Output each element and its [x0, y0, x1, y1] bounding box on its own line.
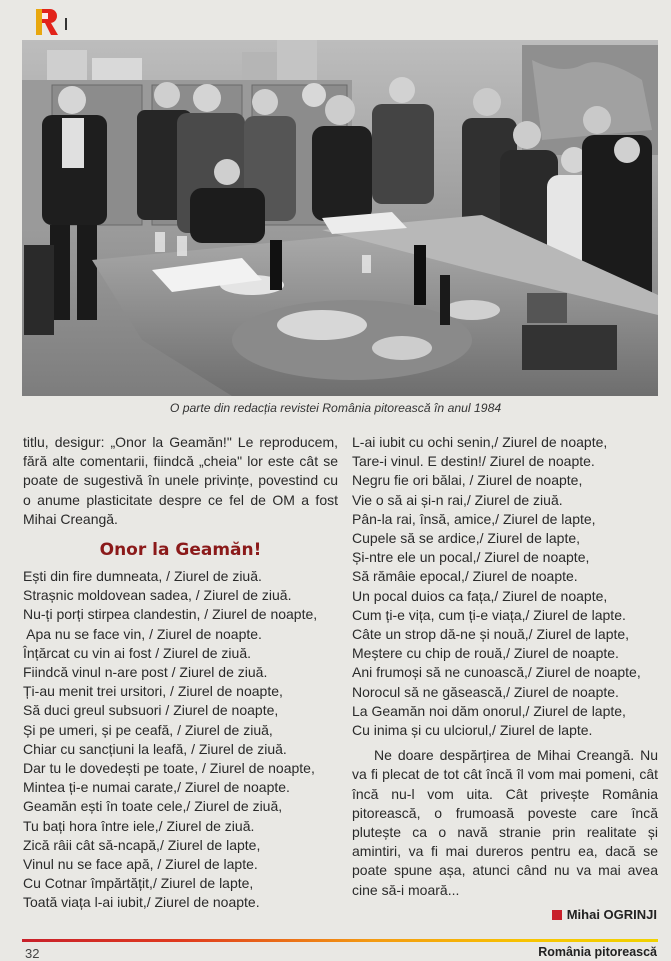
poem-line: Să duci greul subsuori / Ziurel de noapte, — [23, 702, 279, 719]
closing-paragraph: Ne doare despărțirea de Mihai Creangă. Nu va fi plecat de tot cât încă îl vom mai pomeni, cât încă nu-l vom uita. Cât privește România pitorească, o frumoasă poveste care încă plutește ca o navă stranie prin realitate și amintiri, va fi mai dureros pentru ea, dacă se poate spune așa, atunci când nu va mai avea cine să-i moară... — [352, 747, 658, 898]
magazine-logo — [36, 9, 60, 35]
poem-line: Pân-la rai, însă, amice,/ Ziurel de lapte, — [352, 510, 596, 527]
poem-line: Strașnic moldovean sadea, / Ziurel de ziuă. — [23, 587, 292, 604]
poem-line: Norocul să ne găsească,/ Ziurel de noapte. — [352, 683, 619, 700]
poem-line: Geamăn ești în toate cele,/ Ziurel de ziuă, — [23, 798, 283, 815]
poem-line: Să rămâie epocal,/ Ziurel de noapte. — [352, 568, 578, 585]
red-square-icon — [552, 910, 562, 920]
poem-left-stanza — [23, 567, 338, 913]
poem-line: Nu-ți porți stirpea clandestin, / Ziurel de noapte, — [23, 606, 318, 623]
poem-line: Ani frumoși să ne cunoască,/ Ziurel de noapte, — [352, 664, 641, 681]
poem-line: Cu inima și cu ulciorul,/ Ziurel de lapte. — [352, 722, 593, 739]
poem-line: Cum ți-e vița, cum ți-e viața,/ Ziurel de lapte. — [352, 606, 626, 623]
poem-line: Chiar cu sancțiuni la leafă, / Ziurel de ziuă. — [23, 740, 287, 757]
poem-line: Câte un strop dă-ne și nouă,/ Ziurel de lapte, — [352, 626, 630, 643]
intro-paragraph: titlu, desigur: „Onor la Geamăn!" Le reproducem, fără alte comentarii, fiindcă „cheia" lor este cât se poate de sugestivă în unele privințe, povestind cu o anume plasticitate despre ce fel de OM a fost Mihai Creangă. — [23, 434, 338, 527]
poem-line: Tu bați hora între iele,/ Ziurel de ziuă. — [23, 817, 255, 834]
page-number: 32 — [25, 946, 40, 961]
logo-divider — [65, 18, 67, 30]
footer-magazine-name: România pitorească — [538, 945, 657, 959]
poem-line: Negru fie ori bălai, / Ziurel de noapte, — [352, 472, 583, 489]
poem-right-stanza — [352, 433, 658, 740]
poem-line: La Geamăn noi dăm onorul,/ Ziurel de lapte, — [352, 702, 626, 719]
poem-line: Tare-i vinul. E destin!/ Ziurel de noapte. — [352, 453, 595, 470]
poem-line: L-ai iubit cu ochi senin,/ Ziurel de noapte, — [352, 434, 608, 450]
poem-line: Ești din fire dumneata, / Ziurel de ziuă. — [23, 568, 262, 585]
poem-line: Mintea ți-e numai carate,/ Ziurel de noapte. — [23, 779, 290, 796]
poem-line: Cu Cotnar împărtățit,/ Ziurel de lapte, — [23, 875, 254, 892]
poem-line: Înțărcat cu vin ai fost / Ziurel de ziuă. — [23, 644, 251, 661]
poem-title: Onor la Geamăn! — [99, 540, 262, 561]
poem-line: Fiindcă vinul n-are post / Ziurel de ziuă. — [23, 664, 268, 681]
author-byline — [552, 907, 657, 922]
poem-line: Vie o să ai și-n rai,/ Ziurel de ziuă. — [352, 491, 563, 508]
poem-line: Și pe umeri, și pe ceafă, / Ziurel de ziuă, — [23, 721, 273, 738]
editorial-team-photo — [22, 40, 658, 396]
left-column — [23, 433, 338, 913]
poem-line: Zică râii cât să-ncapă,/ Ziurel de lapte, — [23, 836, 261, 853]
poem-line: Cupele să se ardice,/ Ziurel de lapte, — [352, 530, 581, 547]
poem-line: Vinul nu se face apă, / Ziurel de lapte. — [23, 856, 258, 873]
photo-caption: O parte din redacția revistei România pitorească în anul 1984 — [169, 401, 502, 415]
poem-line: Dar tu le dovedești pe toate, / Ziurel de noapte, — [23, 760, 315, 777]
poem-line: Apa nu se face vin, / Ziurel de noapte. — [23, 625, 262, 642]
right-column — [352, 433, 658, 900]
author-name: Mihai OGRINJI — [566, 907, 657, 922]
poem-line: Și-ntre ele un pocal,/ Ziurel de noapte, — [352, 549, 590, 566]
poem-line: Un pocal duios ca fața,/ Ziurel de noapte, — [352, 587, 608, 604]
poem-line: Meștere cu chip de rouă,/ Ziurel de noapte. — [352, 645, 619, 662]
footer-gradient-rule — [22, 939, 658, 942]
poem-line: Toată viața l-ai iubit,/ Ziurel de noapte. — [23, 894, 260, 911]
poem-line: Ți-au menit trei ursitori, / Ziurel de noapte, — [23, 683, 283, 700]
